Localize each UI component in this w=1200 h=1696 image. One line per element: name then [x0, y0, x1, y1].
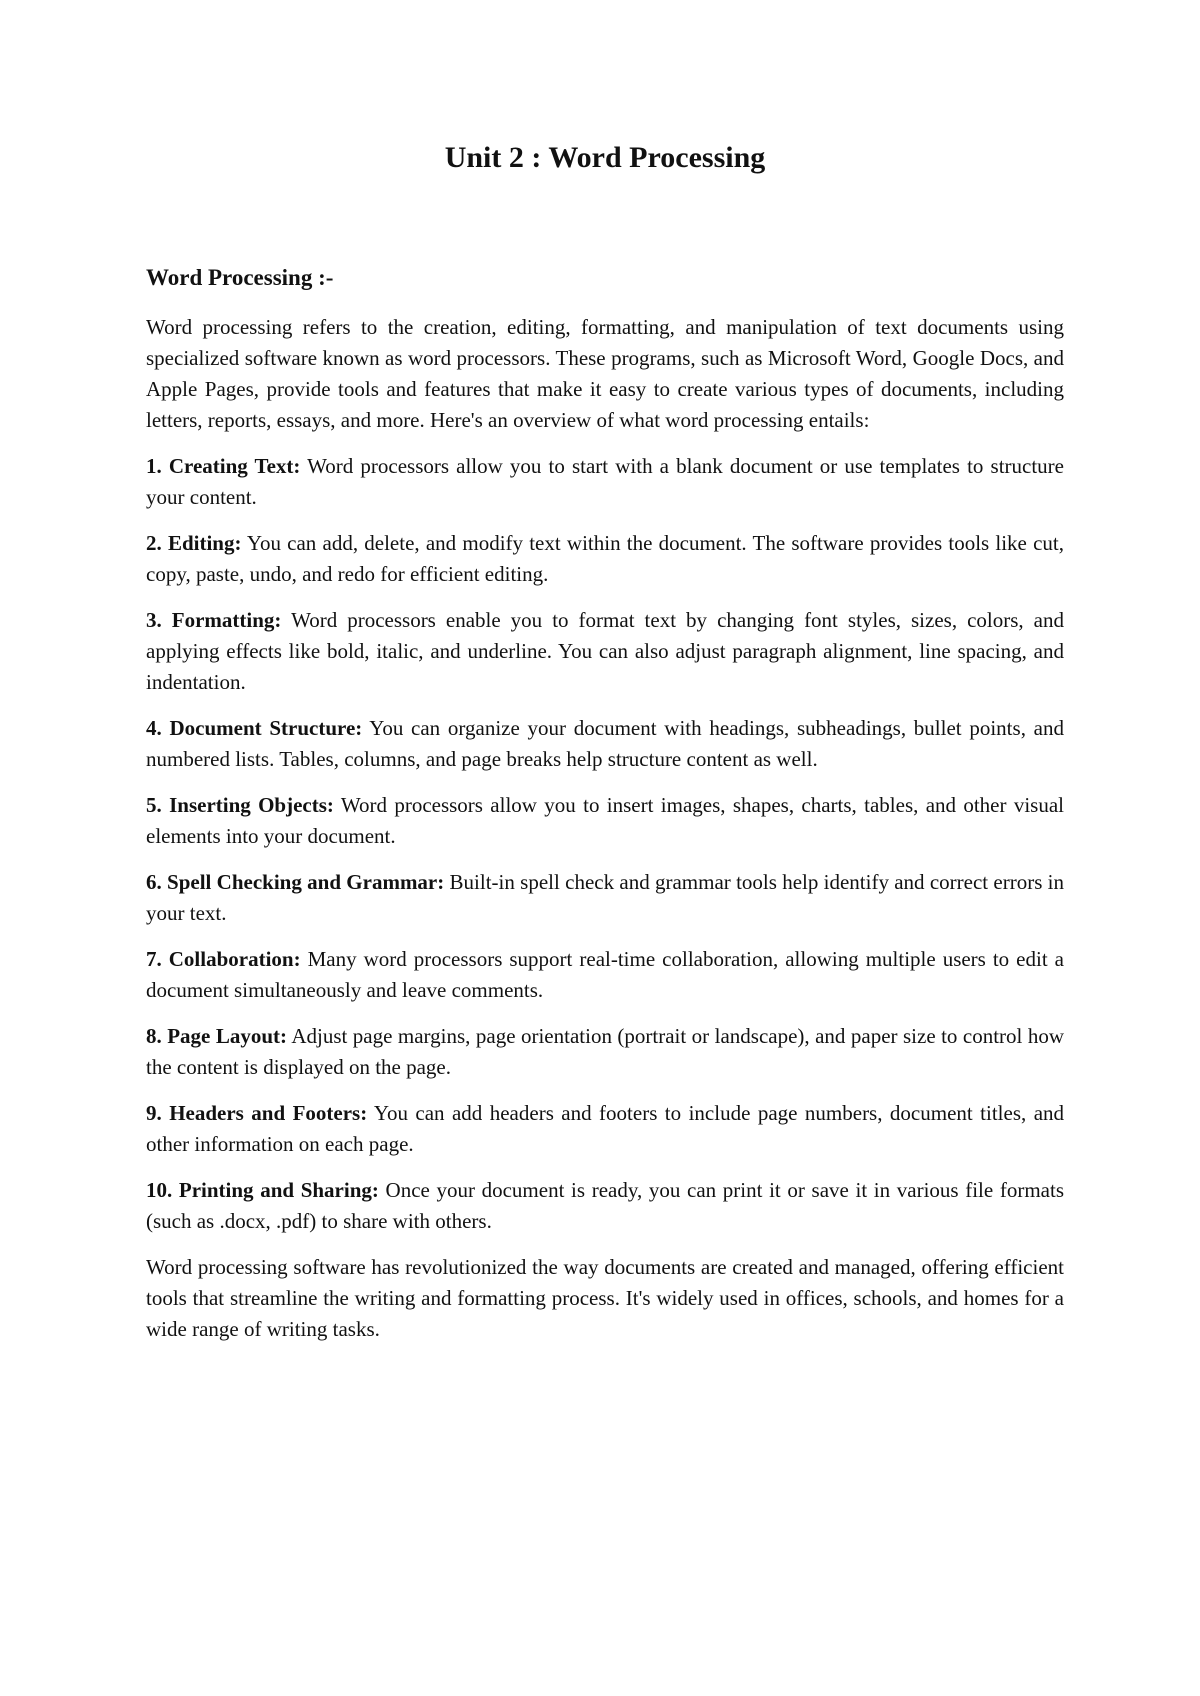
item-term: Collaboration: — [168, 946, 301, 971]
list-item — [146, 713, 1064, 775]
item-text: Word processors allow you to insert images, shapes, charts, tables, and other visual elements into your document. — [146, 792, 1064, 848]
item-term: Creating Text: — [168, 453, 301, 478]
item-term: Printing and Sharing: — [178, 1177, 379, 1202]
item-number: 10. — [146, 1177, 173, 1202]
list-item — [146, 605, 1064, 698]
item-term: Inserting Objects: — [169, 792, 334, 817]
item-number: 7. — [146, 946, 162, 971]
item-text: Adjust page margins, page orientation (portrait or landscape), and paper size to control how the content is displayed on the page. — [146, 1023, 1064, 1079]
item-term: Formatting: — [171, 607, 282, 632]
item-term: Document Structure: — [169, 715, 363, 740]
closing-paragraph: Word processing software has revolutionized the way documents are created and managed, offering efficient tools that streamline the writing and formatting process. It's widely used in offices, schools, and homes for a wide range of writing tasks. — [146, 1254, 1064, 1341]
document-title: Unit 2 : Word Processing — [444, 141, 766, 174]
list-item — [146, 1175, 1064, 1237]
list-item — [146, 1098, 1064, 1160]
item-number: 1. — [146, 453, 162, 478]
list-item — [146, 451, 1064, 513]
item-term: Editing: — [167, 530, 242, 555]
item-text: Built-in spell check and grammar tools help identify and correct errors in your text. — [146, 869, 1065, 925]
item-term: Page Layout: — [167, 1023, 287, 1048]
list-item — [146, 1021, 1064, 1083]
intro-paragraph: Word processing refers to the creation, editing, formatting, and manipulation of text documents using specialized software known as word processors. These programs, such as Microsoft Word, Google Docs, and Apple Pages, provide tools and features that make it easy to create various types of documents, including letters, reports, essays, and more. Here's an overview of what word processing entails: — [146, 314, 1064, 432]
document-content — [146, 140, 1064, 1345]
item-number: 6. — [146, 869, 162, 894]
item-text: Word processors allow you to start with a blank document or use templates to structure your content. — [146, 453, 1064, 509]
list-item — [146, 867, 1064, 929]
feature-list — [146, 451, 1064, 1237]
item-term: Headers and Footers: — [169, 1100, 368, 1125]
list-item — [146, 790, 1064, 852]
section-heading: Word Processing :- — [146, 265, 334, 290]
item-text: Once your document is ready, you can print it or save it in various file formats (such as .docx, .pdf) to share with others. — [146, 1177, 1065, 1233]
item-text: You can add, delete, and modify text within the document. The software provides tools like cut, copy, paste, undo, and redo for efficient editing. — [146, 530, 1064, 586]
item-number: 8. — [146, 1023, 162, 1048]
item-number: 9. — [146, 1100, 162, 1125]
item-text: Word processors enable you to format text by changing font styles, sizes, colors, and applying effects like bold, italic, and underline. You can also adjust paragraph alignment, line spacing, and indentation. — [146, 607, 1065, 694]
item-number: 4. — [146, 715, 162, 740]
item-text: You can organize your document with headings, subheadings, bullet points, and numbered lists. Tables, columns, and page breaks help structure content as well. — [146, 715, 1064, 771]
item-number: 2. — [146, 530, 162, 555]
list-item — [146, 528, 1064, 590]
item-number: 3. — [146, 607, 162, 632]
item-text: Many word processors support real-time collaboration, allowing multiple users to edit a document simultaneously and leave comments. — [146, 946, 1064, 1002]
item-term: Spell Checking and Grammar: — [167, 869, 445, 894]
item-text: You can add headers and footers to include page numbers, document titles, and other information on each page. — [146, 1100, 1065, 1156]
list-item — [146, 944, 1064, 1006]
item-number: 5. — [146, 792, 162, 817]
